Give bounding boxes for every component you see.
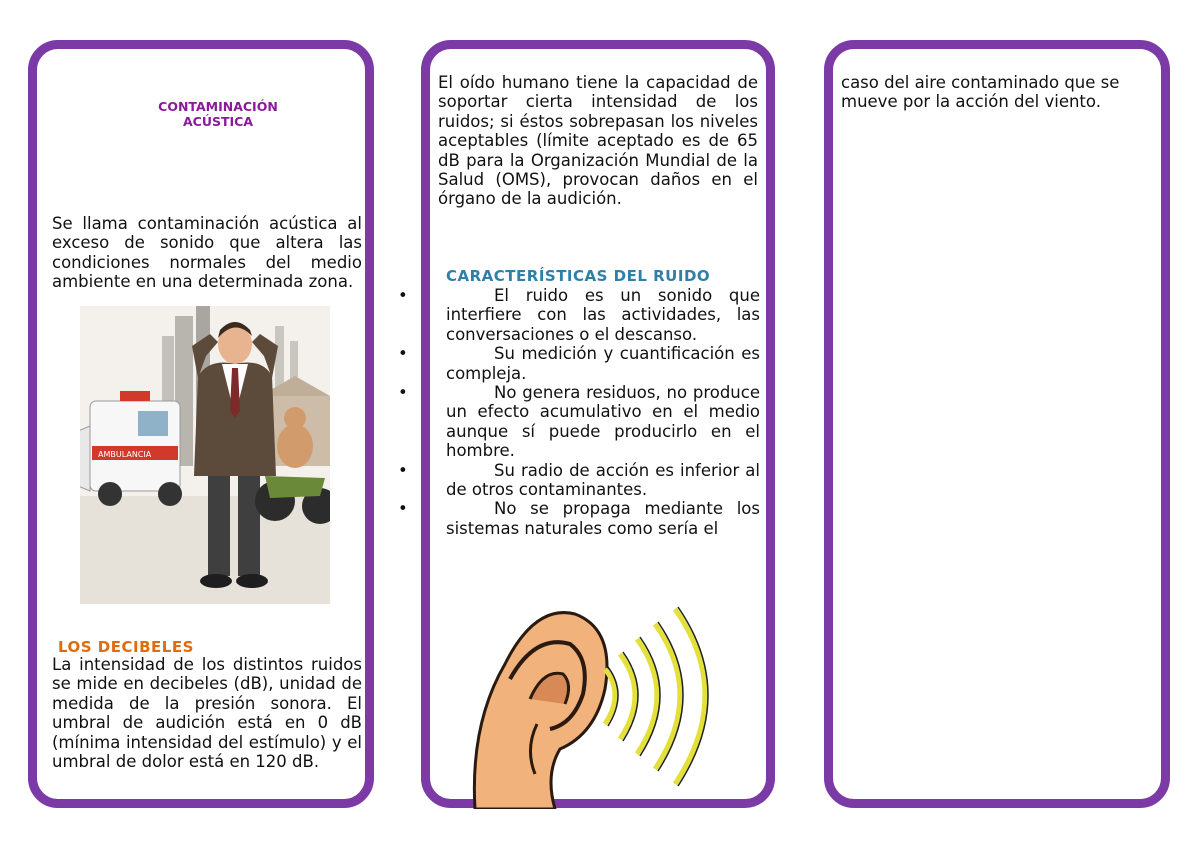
caracteristicas-list	[446, 286, 760, 538]
list-item: • Su medición y cuantificación es compleja.	[446, 344, 760, 383]
noise-illustration	[80, 306, 330, 604]
brochure-title: CONTAMINACIÓN ACÚSTICA	[158, 99, 278, 129]
decibeles-paragraph: La intensidad de los distintos ruidos se mide en decibeles (dB), unidad de medida de la presión sonora. El umbral de audición está en 0 dB (mínima intensidad del estímulo) y el umbral de dolor está en 120 dB.	[52, 655, 362, 772]
list-item: • El ruido es un sonido que interfiere con las actividades, las conversaciones o el descanso.	[446, 286, 760, 344]
list-item: • Su radio de acción es inferior al de otros contaminantes.	[446, 461, 760, 500]
ear-illustration	[465, 574, 755, 809]
caracteristicas-heading: CARACTERÍSTICAS DEL RUIDO	[446, 267, 711, 285]
ambulance-label: AMBULANCIA	[98, 450, 152, 459]
panel-left	[28, 40, 374, 808]
panel-middle	[421, 40, 775, 808]
decibeles-heading: LOS DECIBELES	[58, 638, 194, 656]
intro-paragraph: Se llama contaminación acústica al exceso de sonido que altera las condiciones normales del medio ambiente en una determinada zona.	[52, 214, 362, 292]
list-item: • No genera residuos, no produce un efecto acumulativo en el medio aunque sí puede producirlo en el hombre.	[446, 383, 760, 461]
oido-paragraph: El oído humano tiene la capacidad de soportar cierta intensidad de los ruidos; si éstos sobrepasan los niveles aceptables (límite aceptado es de 65 dB para la Organización Mundial de la Salud (OMS), provocan daños en el órgano de la audición.	[438, 73, 758, 209]
panel-right	[824, 40, 1170, 808]
list-item: • No se propaga mediante los sistemas naturales como sería el	[446, 499, 760, 538]
continuation-paragraph: caso del aire contaminado que se mueve por la acción del viento.	[841, 73, 1120, 112]
